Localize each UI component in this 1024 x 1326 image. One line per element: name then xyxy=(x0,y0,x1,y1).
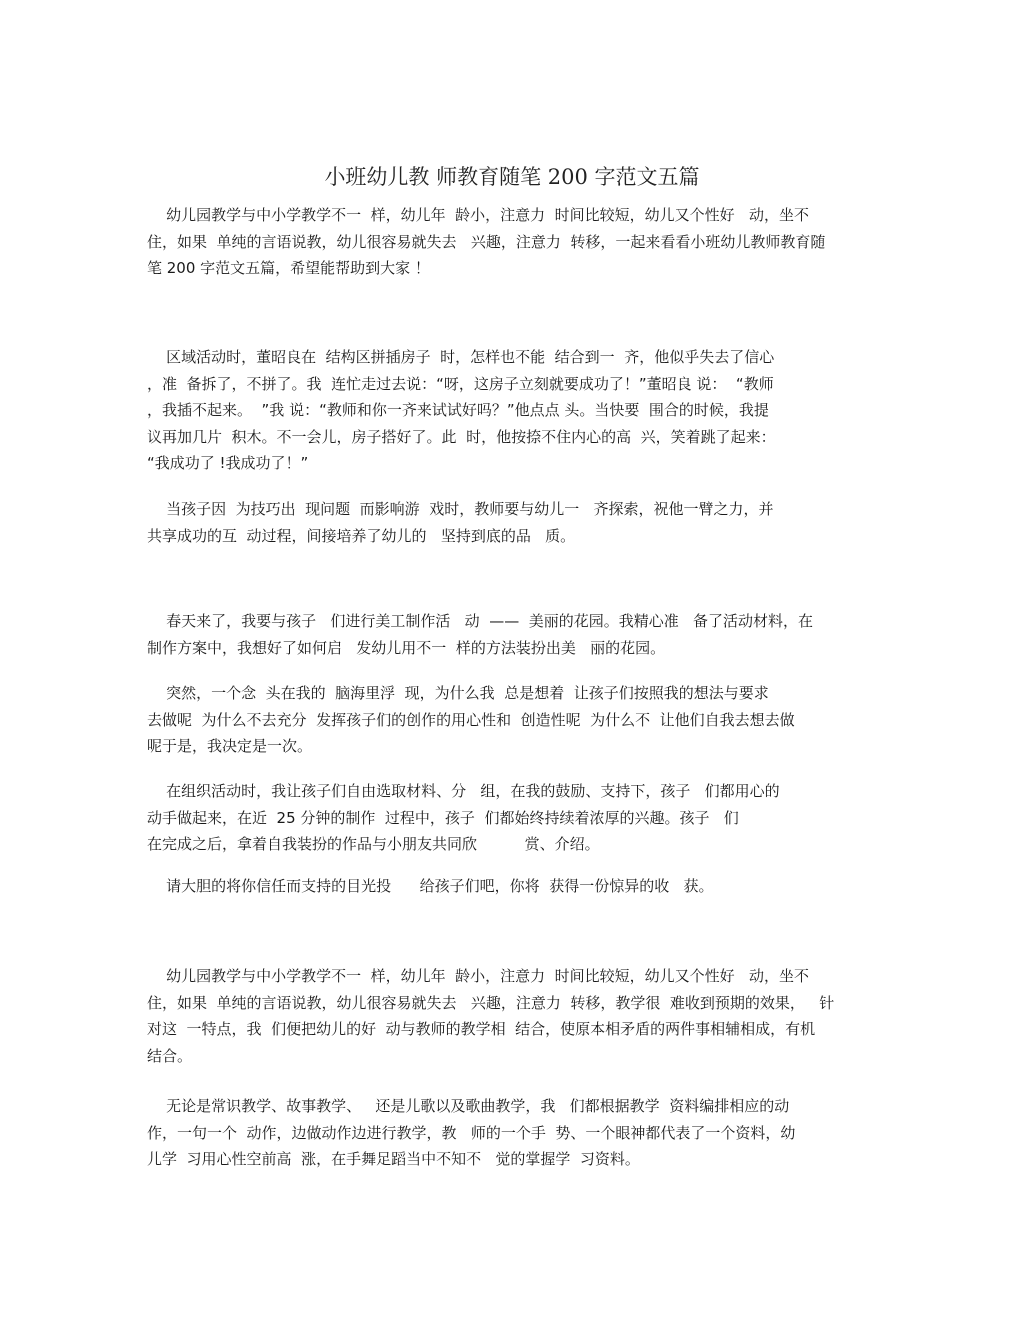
document-title: 小班幼儿教 师教育随笔 200 字范文五篇 xyxy=(324,165,700,189)
text-line: 住，如果 单纯的言语说教，幼儿很容易就失去 兴趣，注意力 转移，一起来看看小班幼儿教师教育随 xyxy=(147,232,826,251)
paragraph-spring-garden xyxy=(147,608,813,661)
text-line: 议再加几片 积木。不一会儿，房子搭好了。此 时，他按捺不住内心的高 兴，笑着跳了起来： xyxy=(147,427,776,446)
text-line: 春天来了，我要与孩子 们进行美工制作活 动 —— 美丽的花园。我精心准 备了活动材料，在 xyxy=(147,612,814,630)
text-line: 突然，一个念 头在我的 脑海里浮 现，为什么我 总是想着 让孩子们按照我的想法与要求 xyxy=(147,684,769,702)
text-line: 区域活动时，董昭良在 结构区拼插房子 时，怎样也不能 结合到一 齐，他似乎失去了信心 xyxy=(147,348,775,366)
text-line: 在组织活动时，我让孩子们自由选取材料、分 组，在我的鼓励、支持下，孩子 们都用心的 xyxy=(147,782,780,800)
text-line: 住，如果 单纯的言语说教，幼儿很容易就失去 兴趣，注意力 转移，教学很 难收到预期的效果， 针 xyxy=(147,993,835,1012)
paragraph-block-area-story xyxy=(147,344,776,477)
text-line: 幼儿园教学与中小学教学不一 样，幼儿年 龄小，注意力 时间比较短，幼儿又个性好 动，坐不 xyxy=(147,206,809,224)
paragraph-activity xyxy=(147,778,780,858)
text-line: 儿学 习用心性空前高 涨，在手舞足蹈当中不知不 觉的掌握学 习资料。 xyxy=(147,1150,640,1168)
text-line: 对这 一特点，我 们便把幼儿的好 动与教师的教学相 结合，使原本相矛盾的两件事相辅相成，有机 xyxy=(147,1020,816,1038)
text-line: 共享成功的互 动过程，间接培养了幼儿的 坚持到底的品 质。 xyxy=(147,526,576,545)
text-line: 动手做起来，在近 25 分钟的制作 过程中，孩子 们都始终持续着浓厚的兴趣。孩子 们 xyxy=(147,808,739,827)
text-line: 笔 200 字范文五篇，希望能帮助到大家 ！ xyxy=(147,259,430,277)
text-line: ，准 备拆了，不拼了。我 连忙走过去说：“呀，这房子立刻就要成功了！”董昭良 说： “教师 xyxy=(147,374,774,393)
paragraph-teaching xyxy=(147,963,834,1069)
text-line: 在完成之后，拿着自我装扮的作品与小朋友共同欣 赏、介绍。 xyxy=(147,835,600,853)
paragraph-trust xyxy=(147,873,714,900)
paragraph-intro xyxy=(147,202,825,282)
text-line: 呢于是，我决定是一次。 xyxy=(147,737,313,755)
text-line: 去做呢 为什么不去充分 发挥孩子们的创作的用心性和 创造性呢 为什么不 让他们自我去想去做 xyxy=(147,710,795,729)
text-line: 制作方案中，我想好了如何启 发幼儿用不一 样的方法装扮出美 丽的花园。 xyxy=(147,638,666,657)
text-line: “我成功了 !我成功了！” xyxy=(147,454,309,472)
paragraph-sudden-idea xyxy=(147,680,795,760)
paragraph-movement-teaching xyxy=(147,1093,795,1173)
text-line: 幼儿园教学与中小学教学不一 样，幼儿年 龄小，注意力 时间比较短，幼儿又个性好 动，坐不 xyxy=(147,967,809,985)
text-line: 无论是常识教学、故事教学、 还是儿歌以及歌曲教学，我 们都根据教学 资料编排相应的动 xyxy=(147,1097,790,1115)
text-line: 当孩子因 为技巧出 现问题 而影响游 戏时，教师要与幼儿一 齐探索，祝他一臂之力，并 xyxy=(147,500,774,518)
paragraph-reflection xyxy=(147,496,774,549)
text-line: 请大胆的将你信任而支持的目光投 给孩子们吧，你将 获得一份惊异的收 获。 xyxy=(147,877,714,895)
text-line: ，我插不起来。 ”我 说：“教师和你一齐来试试好吗？”他点点 头。当快要 围合的时候，我提 xyxy=(147,401,769,419)
text-line: 作，一句一个 动作，边做动作边进行教学，教 师的一个手 势、一个眼神都代表了一个资料，幼 xyxy=(147,1123,796,1142)
text-line: 结合。 xyxy=(147,1046,193,1065)
